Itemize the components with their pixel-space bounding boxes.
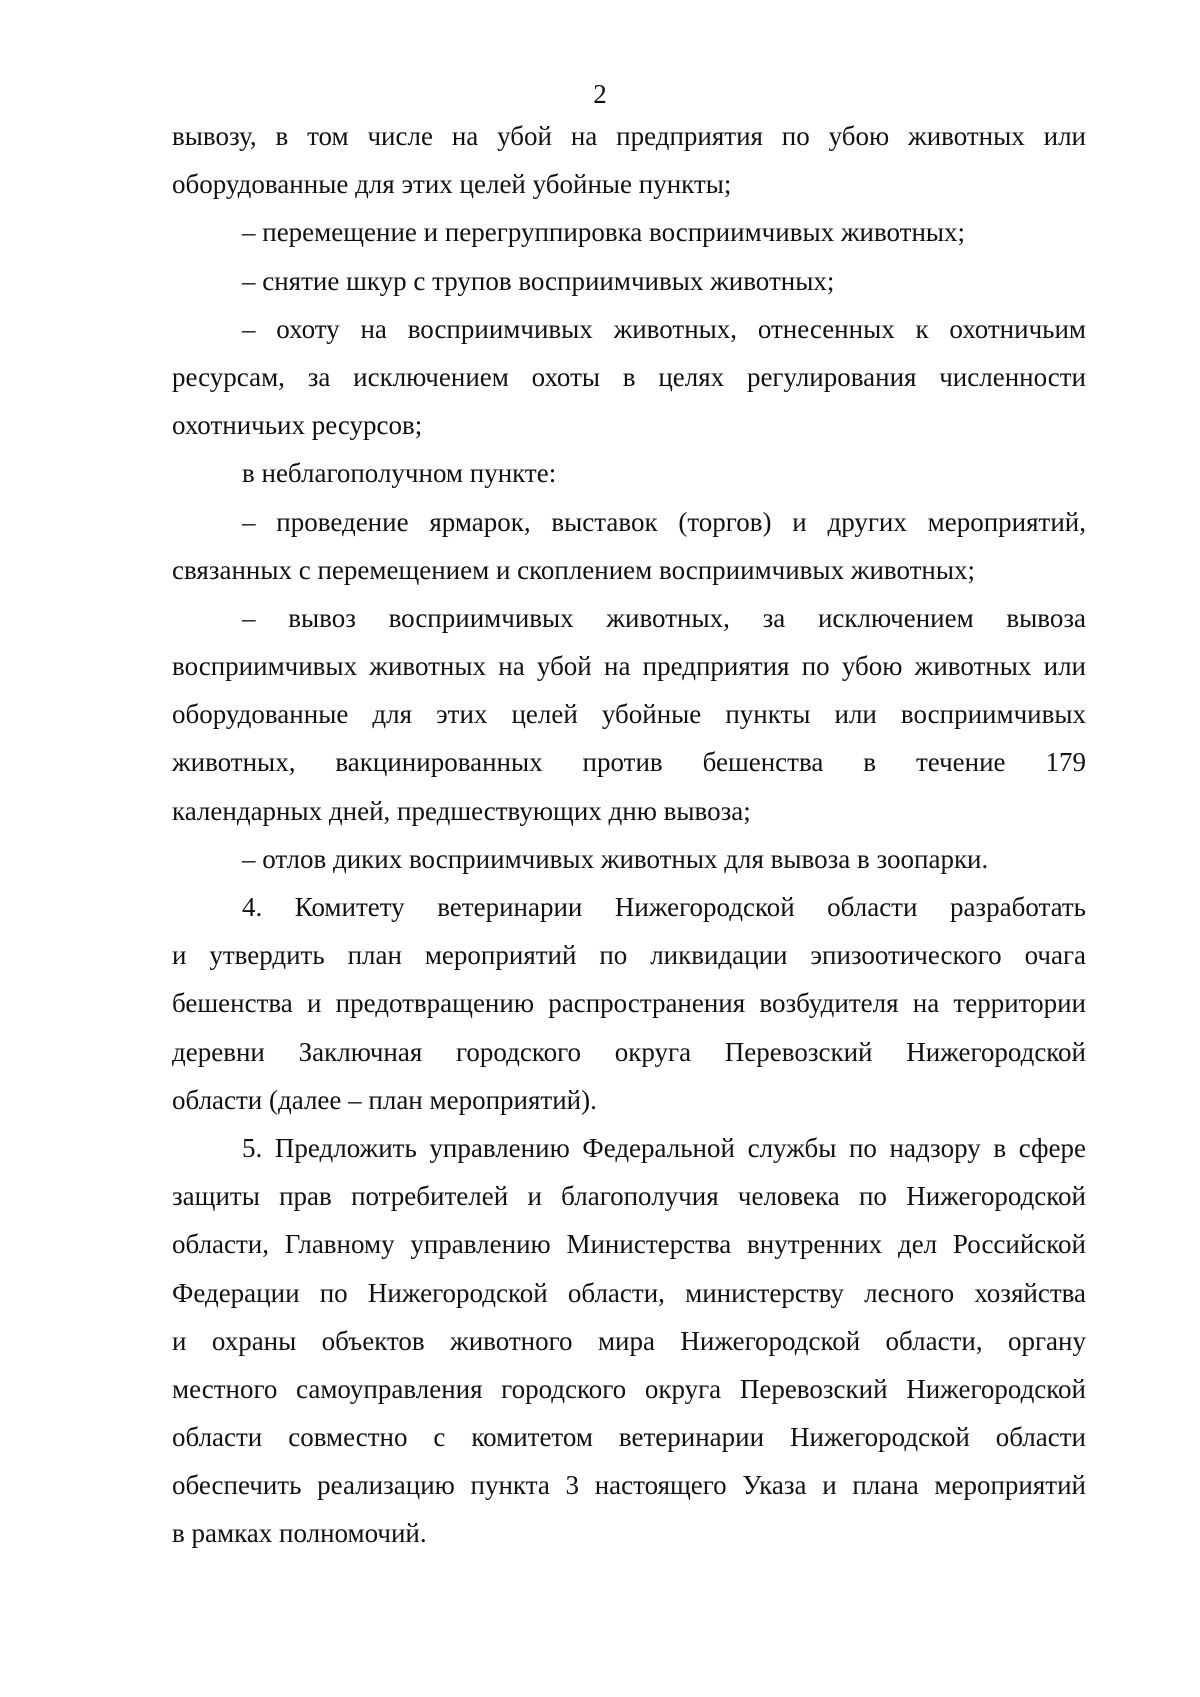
text-line: Федерации по Нижегородской области, министерству лесного хозяйства	[172, 1277, 1086, 1308]
text-line: и утвердить план мероприятий по ликвидации эпизоотического очага	[172, 940, 1086, 971]
text-line: охотничьих ресурсов;	[172, 410, 423, 441]
text-line: местного самоуправления городского округа Перевозский Нижегородской	[172, 1373, 1086, 1404]
text-line: области, Главному управлению Министерства внутренних дел Российской	[172, 1229, 1086, 1260]
text-line: – снятие шкур с трупов восприимчивых животных;	[242, 265, 835, 296]
text-line: области совместно с комитетом ветеринарии Нижегородской области	[172, 1422, 1086, 1453]
text-line: области (далее – план мероприятий).	[172, 1084, 597, 1115]
text-line: защиты прав потребителей и благополучия человека по Нижегородской	[172, 1181, 1086, 1212]
text-line: обеспечить реализацию пункта 3 настоящего Указа и плана мероприятий	[172, 1470, 1086, 1501]
text-line: связанных с перемещением и скоплением восприимчивых животных;	[172, 554, 976, 585]
text-line: и охраны объектов животного мира Нижегородской области, органу	[172, 1325, 1086, 1356]
text-line: оборудованные для этих целей убойные пункты;	[172, 169, 732, 200]
text-line: – проведение ярмарок, выставок (торгов) и других мероприятий,	[242, 506, 1086, 537]
text-line: вывозу, в том числе на убой на предприятия по убою животных или	[172, 121, 1086, 151]
text-line: 5. Предложить управлению Федеральной службы по надзору в сфере	[242, 1132, 1086, 1163]
text-line: ресурсам, за исключением охоты в целях регулирования численности	[172, 361, 1086, 392]
text-line: – вывоз восприимчивых животных, за исключением вывоза	[242, 602, 1086, 633]
text-line: 4. Комитету ветеринарии Нижегородской области разработать	[242, 892, 1086, 922]
text-line: восприимчивых животных на убой на предприятия по убою животных или	[172, 651, 1086, 682]
body-text	[172, 112, 1086, 1558]
text-line: – охоту на восприимчивых животных, отнесенных к охотничьим	[242, 313, 1086, 344]
text-line: в неблагополучном пункте:	[242, 458, 557, 489]
text-line: календарных дней, предшествующих дню вывоза;	[172, 795, 751, 826]
text-line: оборудованные для этих целей убойные пункты или восприимчивых	[172, 699, 1086, 730]
text-line: – перемещение и перегруппировка восприимчивых животных;	[242, 217, 966, 248]
text-line: деревни Заключная городского округа Перевозский Нижегородской	[172, 1036, 1086, 1067]
page-number: 2	[593, 79, 607, 109]
text-line: животных, вакцинированных против бешенства в течение 179	[172, 747, 1086, 778]
text-line: в рамках полномочий.	[172, 1518, 427, 1549]
text-line: бешенства и предотвращению распространения возбудителя на территории	[172, 988, 1086, 1019]
text-line: – отлов диких восприимчивых животных для вывоза в зоопарки.	[242, 843, 989, 874]
